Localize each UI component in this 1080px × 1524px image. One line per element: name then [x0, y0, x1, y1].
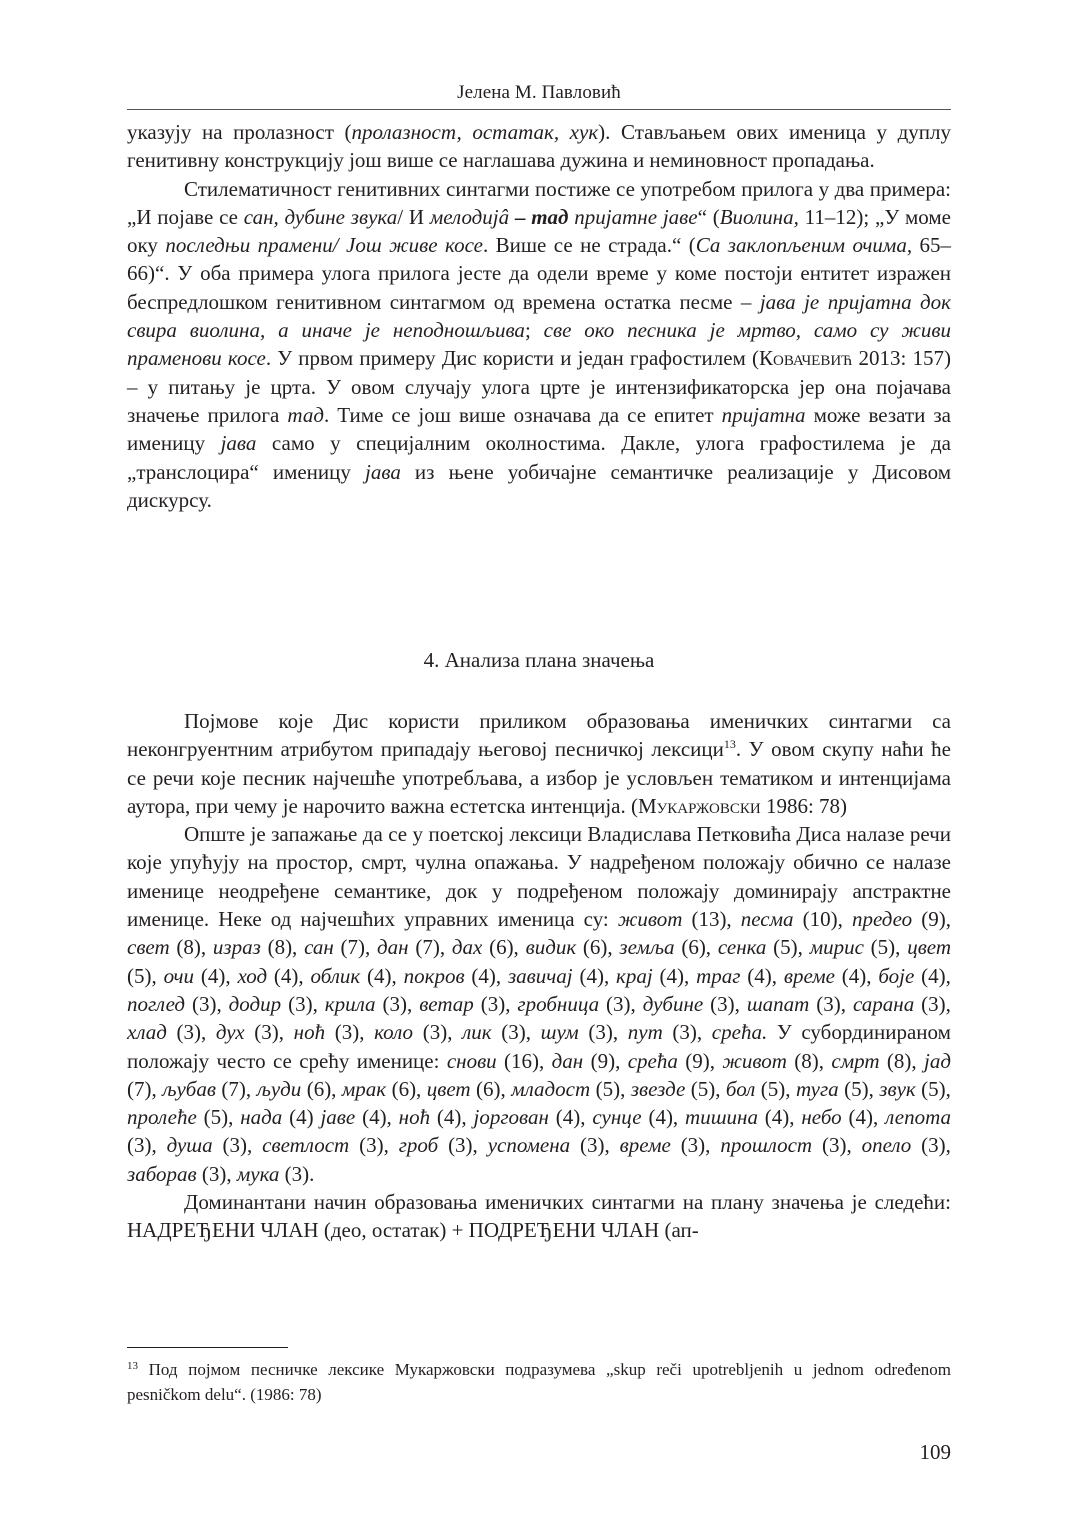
text-run: коло: [374, 1020, 414, 1045]
text-run: (4),: [430, 1105, 474, 1130]
text-run: дан: [551, 1048, 584, 1073]
text-run: (4),: [914, 963, 951, 988]
text-run: туга: [795, 1076, 839, 1101]
text-run: снови: [446, 1048, 497, 1073]
text-run: Мукаржовски: [637, 793, 761, 818]
text-run: (4),: [652, 963, 697, 988]
text-run: (8),: [169, 935, 213, 960]
text-run: (3),: [166, 1020, 216, 1045]
text-run: У субординираном положају често се срећу именице:: [127, 1020, 951, 1073]
text-run: ноћ: [398, 1105, 431, 1130]
text-run: живот: [722, 1048, 787, 1073]
footnote-separator: [127, 1347, 288, 1348]
text-run: гроб: [398, 1133, 439, 1158]
text-run: (8),: [879, 1048, 924, 1073]
text-run: видик: [525, 935, 577, 960]
text-run: крила: [324, 991, 376, 1016]
text-run: све око песника је мртво, само су живи праменови косе: [127, 318, 951, 371]
text-run: (3),: [578, 1020, 628, 1045]
text-run: (3),: [662, 1020, 712, 1045]
text-run: (3),: [599, 991, 643, 1016]
text-run: пролеће: [127, 1105, 197, 1130]
text-run: (8),: [786, 1048, 832, 1073]
text-run: (3),: [703, 991, 747, 1016]
text-run: (5),: [590, 1076, 631, 1101]
text-run: крај: [616, 963, 653, 988]
text-run: (4),: [841, 1105, 886, 1130]
text-run: (6),: [576, 935, 620, 960]
text-run: пријатне јаве: [568, 204, 698, 229]
text-run: цвет: [426, 1076, 471, 1101]
text-run: (4),: [641, 1105, 686, 1130]
text-run: покров: [403, 963, 465, 988]
text-run: пролазност, остатак, хук: [351, 120, 599, 144]
text-run: боје: [878, 963, 915, 988]
text-run: 2013: 157) – у питању је црта. У овом случају улога црте је интензификаторска јер она појачава значење прилога: [127, 346, 951, 427]
text-run: (4),: [548, 1105, 593, 1130]
text-run: (4),: [740, 963, 784, 988]
page-number: 109: [919, 1440, 951, 1464]
paragraph: [127, 118, 951, 175]
text-run: Ковачевић: [758, 346, 853, 371]
text-run: ;: [524, 318, 544, 343]
text-run: траг: [696, 963, 741, 988]
text-run: (3),: [349, 1133, 399, 1158]
text-run: (7),: [333, 935, 378, 960]
text-run: . Више се не страда.“ (: [482, 233, 696, 258]
footnote-reference[interactable]: 13: [723, 737, 736, 752]
text-run: тишина: [685, 1105, 758, 1130]
text-run: (3),: [325, 1020, 375, 1045]
text-run: дух: [215, 1020, 245, 1045]
text-run: . У овом скупу наћи ће се речи које песник најчешће употребљава, а избор је условљен тематиком и интенцијама аутора, при чему је нарочито важна естетска интенција. (: [127, 737, 951, 818]
text-run: Виолина,: [719, 204, 799, 229]
text-run: (5),: [766, 935, 810, 960]
text-run: (4): [282, 1105, 321, 1130]
text-run: (3),: [570, 1133, 620, 1158]
text-run: опело: [861, 1133, 912, 1158]
header-rule: [127, 109, 951, 110]
text-run: звезде: [630, 1076, 686, 1101]
text-run: (13),: [682, 907, 741, 932]
text-run: (5),: [196, 1105, 241, 1130]
text-run: Доминантани начин образовања именичких синтагми на плану значења је следећи: НАДРЕЂЕНИ ЧЛАН (део, остатак) + ПОДРЕЂЕНИ ЧЛАН (ап-: [127, 1190, 951, 1243]
paragraph: [127, 1188, 951, 1245]
text-run: (7),: [408, 935, 452, 960]
paragraph: [127, 175, 951, 515]
text-run: (7),: [127, 1076, 163, 1101]
text-run: додир: [228, 991, 282, 1016]
text-run: (4),: [194, 963, 238, 988]
text-run: свет: [127, 935, 170, 960]
section-4-body: [127, 707, 951, 1245]
text-run: звук: [879, 1076, 916, 1101]
text-run: (3),: [812, 1133, 862, 1158]
text-run: облик: [310, 963, 361, 988]
text-run: срећа: [627, 1048, 678, 1073]
text-run: дан: [377, 935, 409, 960]
text-run: ветар: [419, 991, 474, 1016]
text-run: из њене уобичајне семантичке реализације у Дисовом дискурсу.: [127, 459, 952, 512]
text-run: успомена: [487, 1133, 571, 1158]
text-run: сунце: [592, 1105, 642, 1130]
text-run: (3),: [809, 991, 853, 1016]
text-run: (3),: [914, 991, 951, 1016]
text-run: Појмове које Дис користи приликом образовања именичких синтагми са неконгруентним атрибутом припадају његовој песничкој лексици: [127, 709, 951, 762]
text-run: (3),: [438, 1133, 488, 1158]
text-run: (3),: [375, 991, 420, 1016]
text-run: (4),: [572, 963, 617, 988]
text-run: лепота: [885, 1105, 951, 1130]
paragraph: [127, 820, 951, 1188]
text-run: (4),: [355, 1105, 399, 1130]
text-run: дах: [451, 935, 483, 960]
text-run: (5),: [838, 1076, 880, 1101]
text-run: 65–66)“. У оба примера улога прилога јесте да одели време у коме постоји ентитет изражен беспредлошком генитивном синтагмом од времена остатка песме –: [127, 233, 952, 314]
text-run: живот: [617, 907, 683, 932]
text-run: (5),: [685, 1076, 726, 1101]
text-run: јава: [365, 459, 401, 484]
text-run: јава: [220, 431, 257, 456]
text-run: (3),: [281, 991, 325, 1016]
text-run: тад: [531, 204, 569, 229]
text-run: (4),: [267, 963, 311, 988]
text-run: шум: [540, 1020, 579, 1045]
text-run: Стилематичност генитивних синтагми постиже се употребом прилога у два примера: „И појаве се: [127, 176, 951, 229]
text-run: / И: [397, 204, 430, 229]
text-run: душа: [166, 1133, 213, 1158]
text-run: смрт: [831, 1048, 880, 1073]
text-run: “ (: [697, 204, 720, 229]
text-run: израз: [212, 935, 261, 960]
text-run: (5),: [863, 935, 908, 960]
text-run: срећа.: [711, 1020, 768, 1045]
text-run: (4),: [360, 963, 404, 988]
text-run: (9),: [677, 1048, 723, 1073]
text-run: (3),: [127, 1133, 167, 1158]
text-run: нада: [240, 1105, 283, 1130]
text-run: (3),: [212, 1133, 263, 1158]
text-run: дубине: [642, 991, 704, 1016]
text-run: прошлост: [720, 1133, 813, 1158]
text-run: пријатна: [721, 402, 806, 427]
text-run: бол: [725, 1076, 756, 1101]
text-run: (3),: [196, 1161, 237, 1186]
text-run: хлад: [127, 1020, 167, 1045]
text-run: поглед: [127, 991, 186, 1016]
text-run: сан, дубине звука: [243, 204, 398, 229]
text-run: (3),: [670, 1133, 721, 1158]
text-run: младост: [511, 1076, 591, 1101]
paragraph: [127, 707, 951, 820]
text-run: шапат: [746, 991, 810, 1016]
text-run: Опште је запажање да се у поетској лексици Владислава Петковића Диса налазе речи које упућују на простор, смрт, чулна опажања. У надређеном положају обично се налазе именице неодређене семантике, док у подређеном положају доминирају апстрактне именице. Неке од најчешћих управних именица су:: [127, 822, 951, 932]
section-heading: 4. Анализа плана значења: [423, 648, 655, 672]
text-run: (3),: [911, 1133, 951, 1158]
text-run: . У првом примеру Дис користи и један графостилем (: [265, 346, 759, 371]
text-run: очи: [163, 963, 195, 988]
text-run: (5),: [127, 963, 164, 988]
running-head-author: Јелена М. Павловић: [457, 82, 621, 103]
text-run: (4),: [757, 1105, 802, 1130]
text-run: (3).: [279, 1161, 315, 1186]
text-run: љубав: [162, 1076, 216, 1101]
text-run: (3),: [185, 991, 229, 1016]
text-run: мелодијâ: [429, 204, 510, 229]
section-3-continuation: [127, 118, 951, 514]
text-run: (3),: [473, 991, 518, 1016]
text-run: (6),: [386, 1076, 427, 1101]
text-run: сенка: [717, 935, 767, 960]
text-run: песма: [740, 907, 794, 932]
text-run: (8),: [260, 935, 305, 960]
footnote-number: 13: [127, 1360, 138, 1372]
text-run: јоргован: [473, 1105, 549, 1130]
text-run: може везати за именицу: [127, 402, 952, 456]
text-run: цвет: [907, 935, 952, 960]
text-run: (5),: [755, 1076, 796, 1101]
text-run: 1986: 78): [760, 793, 848, 818]
text-run: гробница: [517, 991, 600, 1016]
text-run: (5),: [915, 1076, 951, 1101]
text-run: (3),: [491, 1020, 541, 1045]
text-run: (6),: [482, 935, 526, 960]
text-run: време: [783, 963, 835, 988]
text-run: (9),: [583, 1048, 628, 1073]
footnote-text: Под појмом песничке лексике Мукаржовски подразумева „skup reči upotrebljenih u jednom određenom pesničkom delu“. (1986: 78): [127, 1360, 951, 1404]
text-run: завичај: [507, 963, 573, 988]
text-run: (9),: [912, 907, 951, 932]
text-run: . Тиме се још више означава да се епитет: [323, 402, 722, 427]
text-run: време: [619, 1133, 671, 1158]
text-run: (4),: [464, 963, 508, 988]
text-run: (6),: [301, 1076, 342, 1101]
text-run: 11–12); „У моме оку: [127, 204, 951, 258]
text-run: људи: [256, 1076, 302, 1101]
text-run: земља: [619, 935, 675, 960]
text-run: светлост: [262, 1133, 350, 1158]
text-run: (16),: [496, 1048, 552, 1073]
text-run: јава је пријатна док свира виолина, а иначе је неподношљива: [127, 289, 951, 343]
text-run: –: [509, 204, 532, 229]
text-run: пут: [627, 1020, 663, 1045]
text-run: (3),: [413, 1020, 463, 1045]
text-run: ноћ: [293, 1020, 326, 1045]
text-run: (3),: [244, 1020, 294, 1045]
text-run: Са заклопљеним очима,: [695, 233, 913, 258]
text-run: сан: [304, 935, 334, 960]
text-run: указују на пролазност (: [127, 120, 352, 144]
text-run: (6),: [470, 1076, 512, 1101]
text-run: ). Стављањем ових именица у дуплу генитивну конструкцију још више се наглашава дужина и неминовност пропадања.: [127, 120, 952, 173]
text-run: јаве: [320, 1105, 356, 1130]
text-run: тад: [287, 402, 324, 427]
text-run: (10),: [793, 907, 852, 932]
text-run: јад: [923, 1048, 951, 1073]
footnote-13: [127, 1357, 951, 1407]
text-run: заборав: [127, 1161, 197, 1186]
text-run: мрак: [341, 1076, 387, 1101]
text-run: (4),: [834, 963, 879, 988]
text-run: само у специјалним околностима. Дакле, улога графостилема је да „транслоцира“ именицу: [127, 431, 951, 484]
text-run: мирис: [809, 935, 864, 960]
text-run: последњи прамени/ Још живе косе: [165, 233, 483, 258]
text-run: небо: [801, 1105, 842, 1130]
text-run: лик: [462, 1020, 492, 1045]
text-run: (6),: [674, 935, 718, 960]
text-run: мука: [236, 1161, 280, 1186]
text-run: предео: [851, 907, 913, 932]
text-run: сарана: [853, 991, 915, 1016]
text-run: (7),: [215, 1076, 257, 1101]
text-run: ход: [237, 963, 268, 988]
